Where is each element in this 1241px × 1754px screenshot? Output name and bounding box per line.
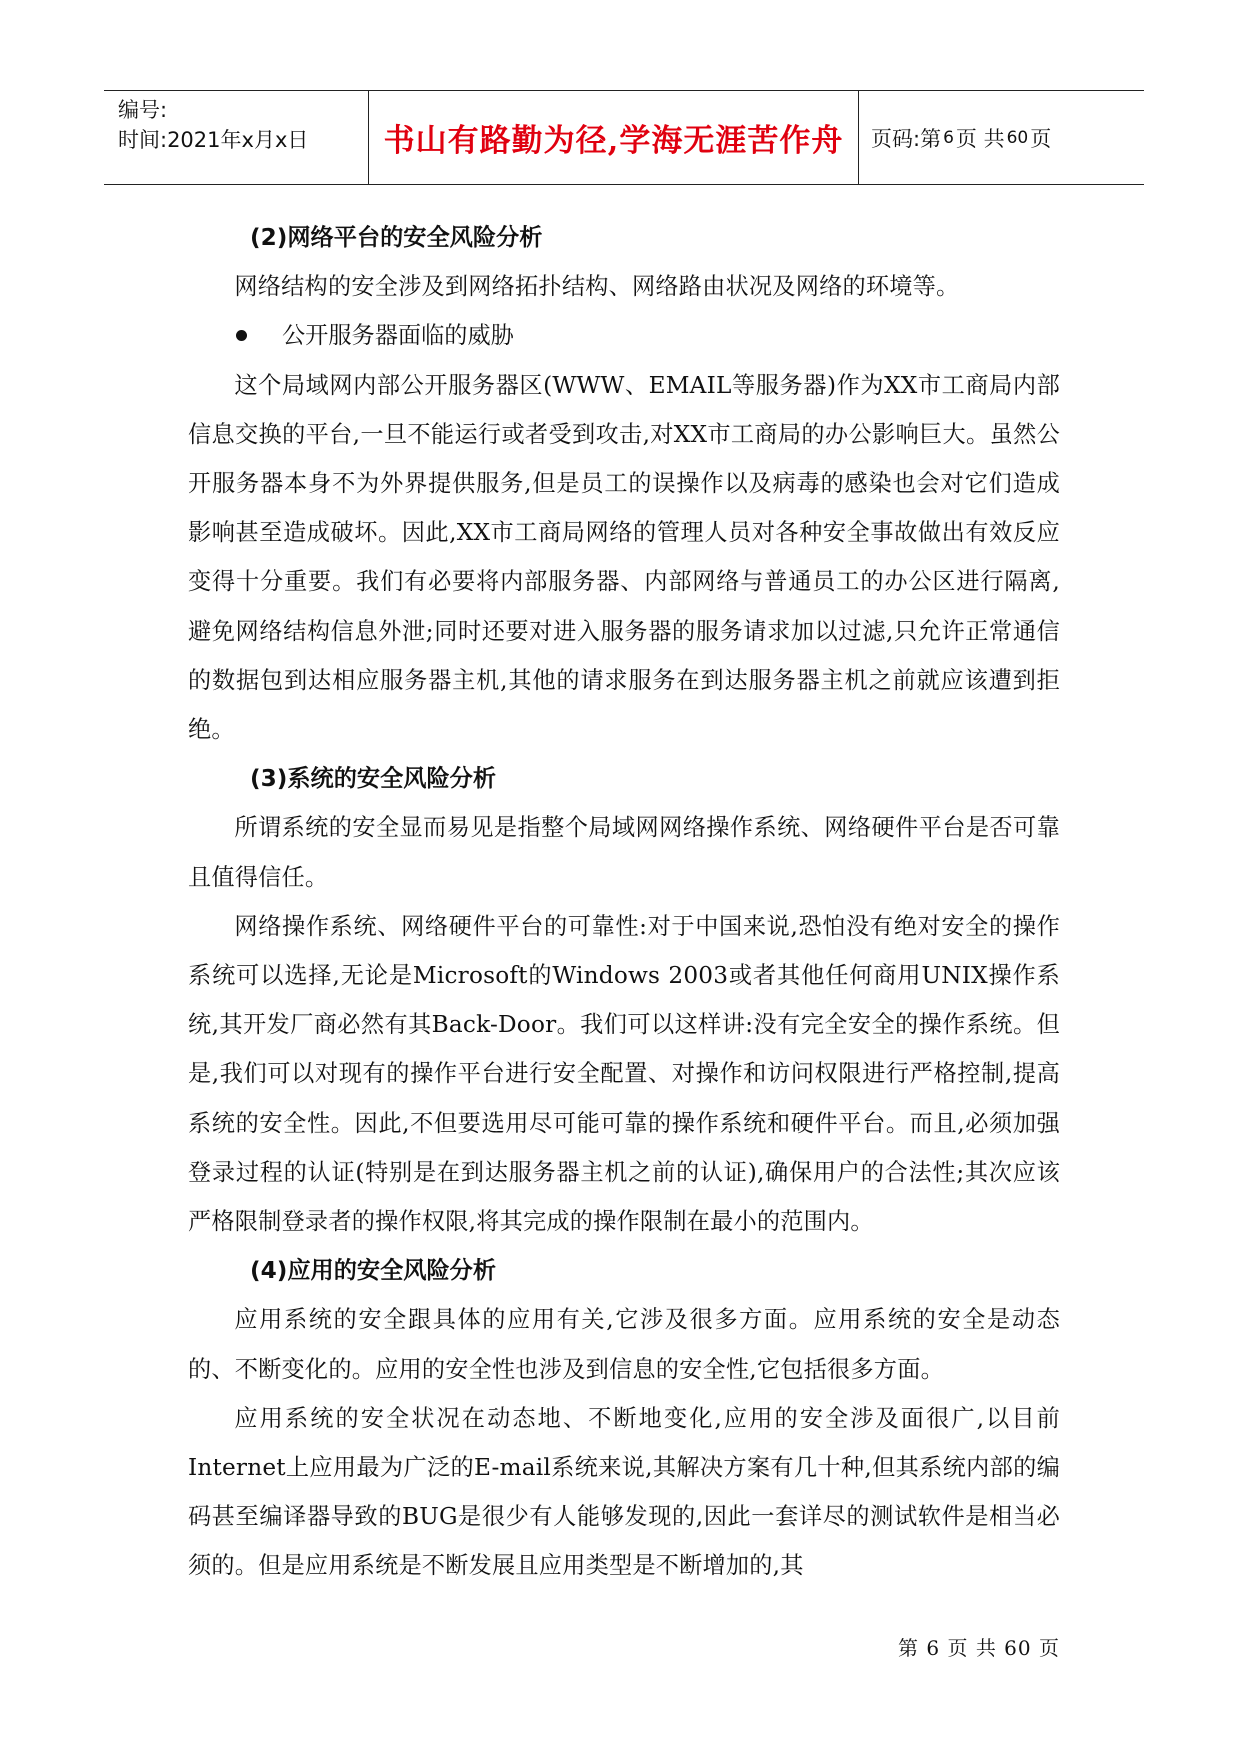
paragraph-6: 应用系统的安全状况在动态地、不断地变化,应用的安全涉及面很广,以目前Internet上应用最为广泛的E-mail系统来说,其解决方案有几十种,但其系统内部的编码甚至编译器导致的BUG是很少有人能够发现的,因此一套详尽的测试软件是相当必须的。但是应用系统是不断发展且应用类型是不断增加的,其 [188,1404,1060,1580]
section-heading-4: (4)应用的安全风险分析 [250,1257,497,1285]
time-label: 时间:2021年x月x日 [118,128,309,152]
bullet-text: 公开服务器面临的威胁 [282,322,514,350]
header-page-number [859,91,1144,184]
serial-label: 编号: [118,98,168,122]
paragraph-3: 所谓系统的安全显而易见是指整个局域网网络操作系统、网络硬件平台是否可靠且值得信任。 [188,814,1060,891]
paragraph-4: 网络操作系统、网络硬件平台的可靠性:对于中国来说,恐怕没有绝对安全的操作系统可以选择,无论是Microsoft的Windows 2003或者其他任何商用UNIX操作系统,其开发厂商必然有其Back-Door。我们可以这样讲:没有完全安全的操作系统。但是,我们可以对现有的操作平台进行安全配置、对操作和访问权限进行严格控制,提高系统的安全性。因此,不但要选用尽可能可靠的操作系统和硬件平台。而且,必须加强登录过程的认证(特别是在到达服务器主机之前的认证),确保用户的合法性;其次应该严格限制登录者的操作权限,将其完成的操作限制在最小的范围内。 [188,912,1060,1236]
page-header [104,90,1144,185]
section-heading-2: (2)网络平台的安全风险分析 [250,224,543,251]
page-footer: 第 6 页 共 60 页 [898,1636,1060,1660]
bullet-item [188,311,1060,360]
section-heading-3: (3)系统的安全风险分析 [250,765,497,793]
paragraph-2: 这个局域网内部公开服务器区(WWW、EMAIL等服务器)作为XX市工商局内部信息交换的平台,一旦不能运行或者受到攻击,对XX市工商局的办公影响巨大。虽然公开服务器本身不为外界提供服务,但是员工的误操作以及病毒的感染也会对它们造成影响甚至造成破坏。因此,XX市工商局网络的管理人员对各种安全事故做出有效反应变得十分重要。我们有必要将内部服务器、内部网络与普通员工的办公区进行隔离,避免网络结构信息外泄;同时还要对进入服务器的服务请求加以过滤,只允许正常通信的数据包到达相应服务器主机,其他的请求服务在到达服务器主机之前就应该遭到拒绝。 [188,371,1060,744]
page-current: 6 [943,127,954,148]
paragraph-5: 应用系统的安全跟具体的应用有关,它涉及很多方面。应用系统的安全是动态的、不断变化的。应用的安全性也涉及到信息的安全性,它包括很多方面。 [188,1306,1060,1383]
document-body [188,213,1060,1591]
header-meta [104,91,369,184]
page-mid: 页 共 [955,126,1005,151]
page-suffix: 页 [1030,126,1052,151]
paragraph-1: 网络结构的安全涉及到网络拓扑结构、网络路由状况及网络的环境等。 [234,273,960,301]
header-motto: 书山有路勤为径,学海无涯苦作舟 [369,91,859,184]
page-total: 60 [1006,127,1029,148]
page-prefix: 页码:第 [871,126,942,151]
